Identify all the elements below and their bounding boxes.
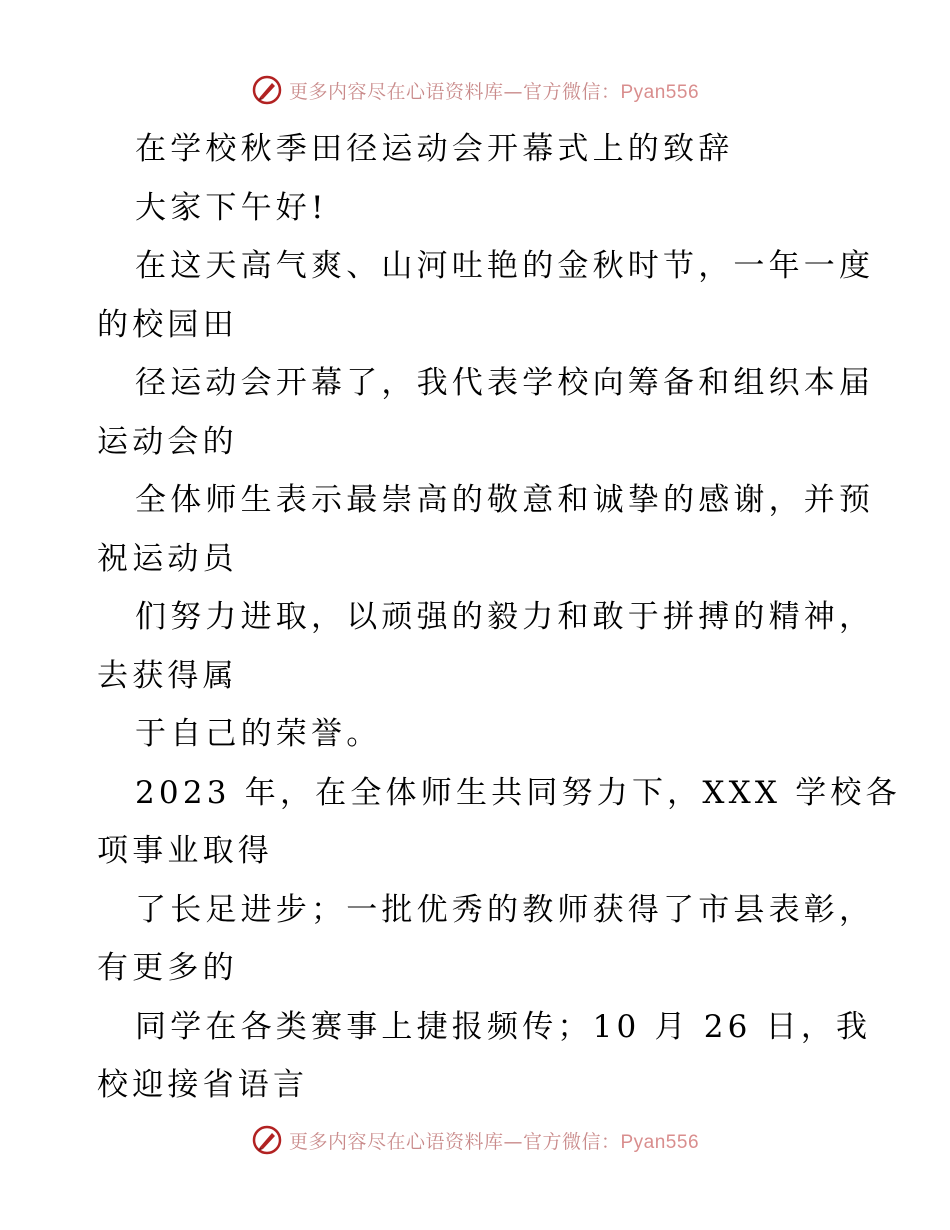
text-line: 们努力进取，以顽强的毅力和敢于拼搏的精神，: [135, 599, 875, 635]
banner-label: 更多内容尽在心语资料库—官方微信：: [288, 80, 621, 103]
banner-account: Pyan556: [620, 1131, 700, 1153]
text-line: 全体师生表示最崇高的敬意和诚挚的感谢，并预: [135, 482, 875, 518]
text-line: 校迎接省语言: [97, 1067, 309, 1103]
banner-label: 更多内容尽在心语资料库—官方微信：: [288, 1130, 621, 1153]
header-watermark-banner: [0, 70, 950, 110]
text-line: 在这天高气爽、山河吐艳的金秋时节，一年一度: [135, 248, 875, 284]
text-line: 祝运动员: [97, 540, 238, 577]
banner-text: [289, 1127, 699, 1154]
banner-account: Pyan556: [620, 81, 700, 103]
text-line: 径运动会开幕了，我代表学校向筹备和组织本届: [135, 365, 875, 401]
text-line: 于自己的荣誉。: [135, 716, 382, 752]
pen-logo-icon: [251, 1124, 283, 1156]
text-line: 去获得属: [97, 657, 238, 694]
text-line: 项事业取得: [97, 833, 273, 869]
text-line: 大家下午好!: [135, 189, 328, 226]
footer-watermark-banner: [0, 1120, 950, 1160]
text-line: 在学校秋季田径运动会开幕式上的致辞: [135, 131, 734, 167]
document-body: [97, 120, 901, 1115]
text-line: 同学在各类赛事上捷报频传；10 月 26 日，我: [135, 1008, 872, 1045]
banner-text: [289, 77, 699, 104]
text-line: 2023 年，在全体师生共同努力下，XXX 学校各: [135, 774, 901, 811]
text-line: 运动会的: [97, 423, 238, 460]
text-line: 了长足进步；一批优秀的教师获得了市县表彰，: [135, 891, 875, 928]
text-line: 有更多的: [97, 950, 238, 986]
pen-logo-icon: [251, 74, 283, 106]
text-line: 的校园田: [97, 306, 238, 343]
